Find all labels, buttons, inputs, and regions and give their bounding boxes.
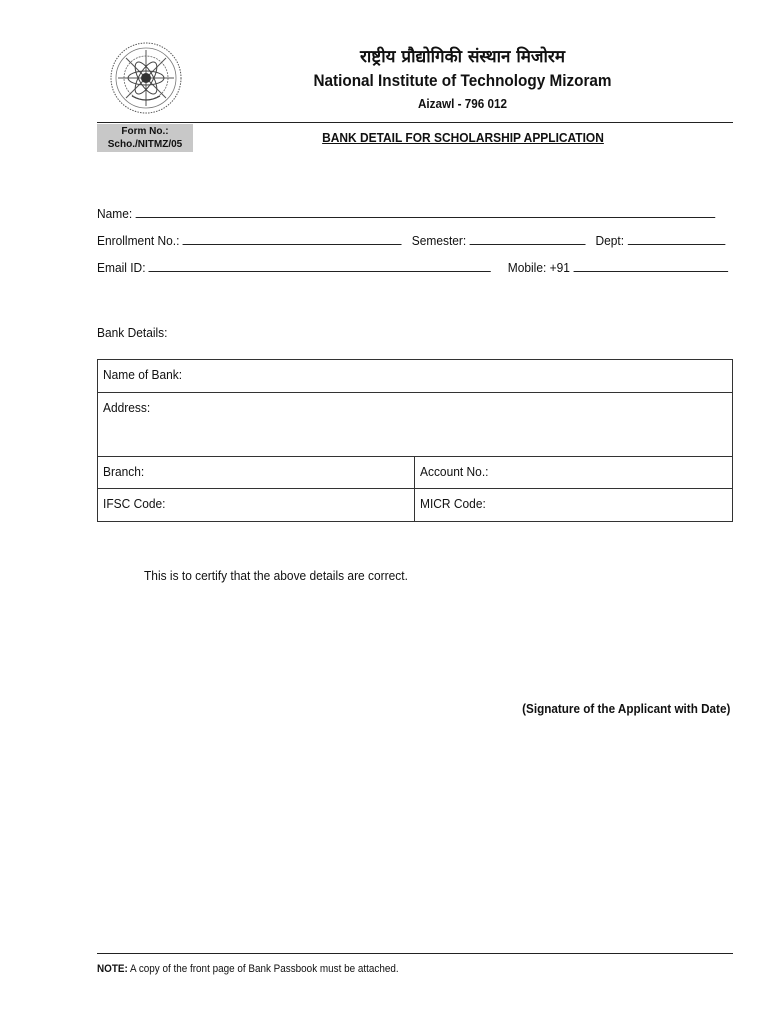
bank-details-label: Bank Details: <box>97 325 168 340</box>
bank-name-label: Name of Bank: <box>103 367 183 382</box>
email-line <box>97 259 678 275</box>
form-number-box <box>97 124 193 152</box>
ifsc-code-cell[interactable] <box>98 489 415 522</box>
name-line <box>97 205 678 221</box>
nit-mizoram-logo-icon <box>108 40 184 116</box>
enrollment-label: Enrollment No.: <box>97 233 180 248</box>
footer-divider <box>97 953 733 954</box>
account-number-cell[interactable] <box>415 457 733 489</box>
micr-code-label: MICR Code: <box>420 496 486 511</box>
footer-note <box>97 963 399 975</box>
form-number-value: Scho./NITMZ/05 <box>107 139 183 150</box>
branch-label: Branch: <box>103 464 145 479</box>
account-number-label: Account No.: <box>420 464 489 479</box>
bank-details-table <box>97 359 733 522</box>
bank-name-cell[interactable] <box>98 360 733 393</box>
ifsc-code-label: IFSC Code: <box>103 496 166 511</box>
mobile-label: Mobile: +91 <box>507 260 570 275</box>
note-label: NOTE: <box>97 963 128 975</box>
header-divider <box>97 122 733 123</box>
dept-label: Dept: <box>595 233 625 248</box>
signature-caption: (Signature of the Applicant with Date) <box>521 701 730 716</box>
bank-address-cell[interactable] <box>98 393 733 457</box>
mobile-blank[interactable] <box>573 259 728 272</box>
note-text: A copy of the front page of Bank Passbook must be attached. <box>127 963 399 975</box>
name-blank[interactable] <box>136 205 716 218</box>
email-label: Email ID: <box>97 260 146 275</box>
institute-name: National Institute of Technology Mizoram <box>313 71 612 90</box>
branch-cell[interactable] <box>98 457 415 489</box>
enrollment-blank[interactable] <box>183 232 402 245</box>
micr-code-cell[interactable] <box>415 489 733 522</box>
name-label: Name: <box>97 206 133 221</box>
semester-label: Semester: <box>411 233 467 248</box>
institute-name-hindi: राष्ट्रीय प्रौद्योगिकी संस्थान मिजोरम <box>359 47 566 67</box>
certification-statement: This is to certify that the above details are correct. <box>144 568 408 583</box>
bank-address-label: Address: <box>103 400 151 415</box>
dept-blank[interactable] <box>627 232 725 245</box>
institute-address: Aizawl - 796 012 <box>417 96 508 111</box>
form-number-label: Form No.: <box>121 126 169 137</box>
form-title: BANK DETAIL FOR SCHOLARSHIP APPLICATION <box>322 130 604 145</box>
enrollment-line <box>97 232 678 248</box>
email-blank[interactable] <box>149 259 491 272</box>
semester-blank[interactable] <box>470 232 586 245</box>
